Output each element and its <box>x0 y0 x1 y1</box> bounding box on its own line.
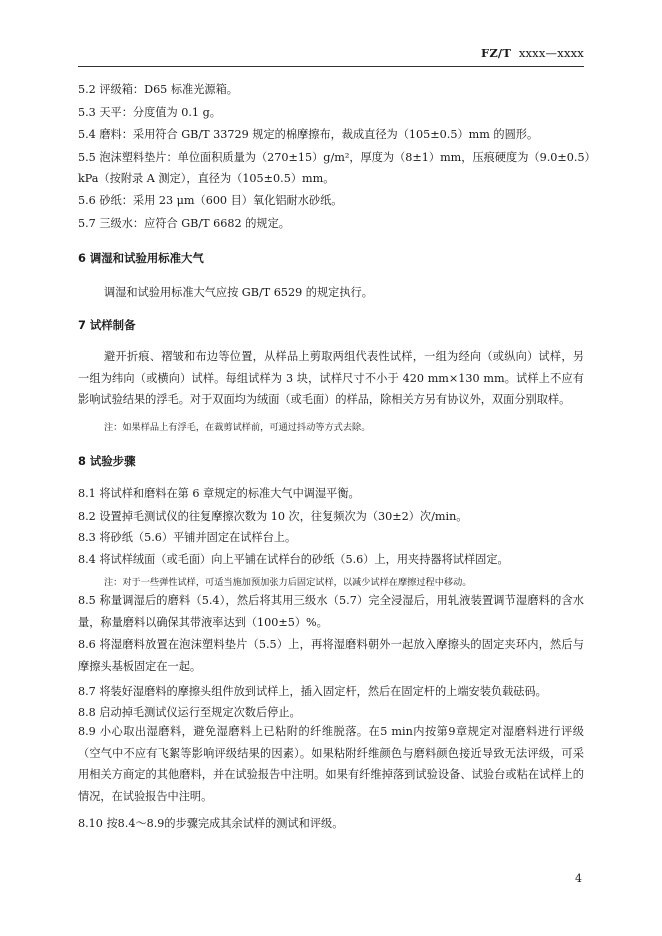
clause-8-8: 8.8 启动掉毛测试仪运行至规定次数后停止。 <box>78 706 301 719</box>
section-6-paragraph: 调湿和试验用标准大气应按 GB/T 6529 的规定执行。 <box>104 286 373 299</box>
clause-5-5-line1: 5.5 泡沫塑料垫片：单位面积质量为（270±15）g/m²，厚度为（8±1）mm，压痕硬度为（9.0±0.5） <box>78 151 596 164</box>
clause-8-2: 8.2 设置掉毛测试仪的往复摩擦次数为 10 次，往复频次为（30±2）次/min。 <box>78 510 468 523</box>
clause-8-4-note: 注：对于一些弹性试样，可适当施加预加张力后固定试样，以减少试样在摩擦过程中移动。 <box>104 577 472 588</box>
clause-8-1: 8.1 将试样和磨料在第 6 章规定的标准大气中调湿平衡。 <box>78 487 360 500</box>
clause-8-4: 8.4 将试样绒面（或毛面）向上平铺在试样台的砂纸（5.6）上，用夹持器将试样固定。 <box>78 553 509 566</box>
clause-5-3: 5.3 天平：分度值为 0.1 g。 <box>78 106 221 119</box>
clause-8-9: 8.9 小心取出湿磨料，避免湿磨料上已粘附的纤维脱落。在5 min内按第9章规定对湿磨料进行评级（空气中不应有飞絮等影响评级结果的因素）。如果粘附纤维颜色与磨料颜色接近导致无法评级，可采用相关方商定的其他磨料，并在试验报告中注明。如果有纤维掉落到试验设备、试验台或粘在试样上的情况，在试验报告中注明。 <box>78 725 584 803</box>
clause-8-10: 8.10 按8.4～8.9的步骤完成其余试样的测试和评级。 <box>78 817 344 830</box>
standard-number: xxxx—xxxx <box>518 46 584 60</box>
clause-8-6: 8.6 将湿磨料放置在泡沫塑料垫片（5.5）上，再将湿磨料朝外一起放入摩擦头的固定夹环内，然后与摩擦头基板固定在一起。 <box>78 638 584 673</box>
section-7-paragraph: 避开折痕、褶皱和布边等位置，从样品上剪取两组代表性试样，一组为经向（或纵向）试样，另一组为纬向（或横向）试样。每组试样为 3 块，试样尺寸不小于 420 mm×130 mm。试样上不应有影响试验结果的浮毛。对于双面均为绒面（或毛面）的样品，除相关方另有协议外，双面分别取样。 <box>78 350 584 406</box>
section-6-heading: 6 调湿和试验用标准大气 <box>78 251 204 265</box>
clause-5-6: 5.6 砂纸：采用 23 μm（600 目）氧化铝耐水砂纸。 <box>78 194 343 207</box>
clause-5-4: 5.4 磨料：采用符合 GB/T 33729 规定的棉摩擦布，裁成直径为（105±0.5）mm 的圆形。 <box>78 128 539 141</box>
clause-8-3: 8.3 将砂纸（5.6）平铺并固定在试样台上。 <box>78 531 297 544</box>
page-number: 4 <box>575 872 582 885</box>
clause-8-5: 8.5 称量调湿后的磨料（5.4），然后将其用三级水（5.7）完全浸湿后，用轧液装置调节湿磨料的含水量，称量磨料以确保其带液率达到（100±5）%。 <box>78 594 584 629</box>
section-8-heading: 8 试验步骤 <box>78 454 136 468</box>
section-7-heading: 7 试样制备 <box>78 318 136 332</box>
standard-code: FZ/T <box>480 46 512 60</box>
clause-5-7: 5.7 三级水：应符合 GB/T 6682 的规定。 <box>78 217 290 230</box>
clause-8-7: 8.7 将装好湿磨料的摩擦头组件放到试样上，插入固定杆，然后在固定杆的上端安装负载砝码。 <box>78 685 547 698</box>
section-7-note: 注：如果样品上有浮毛，在裁剪试样前，可通过抖动等方式去除。 <box>104 422 371 433</box>
standard-header <box>481 46 584 60</box>
header-rule <box>78 66 584 67</box>
clause-5-2: 5.2 评级箱：D65 标准光源箱。 <box>78 83 238 96</box>
clause-5-5-line2: kPa（按附录 A 测定），直径为（105±0.5）mm。 <box>78 172 335 185</box>
